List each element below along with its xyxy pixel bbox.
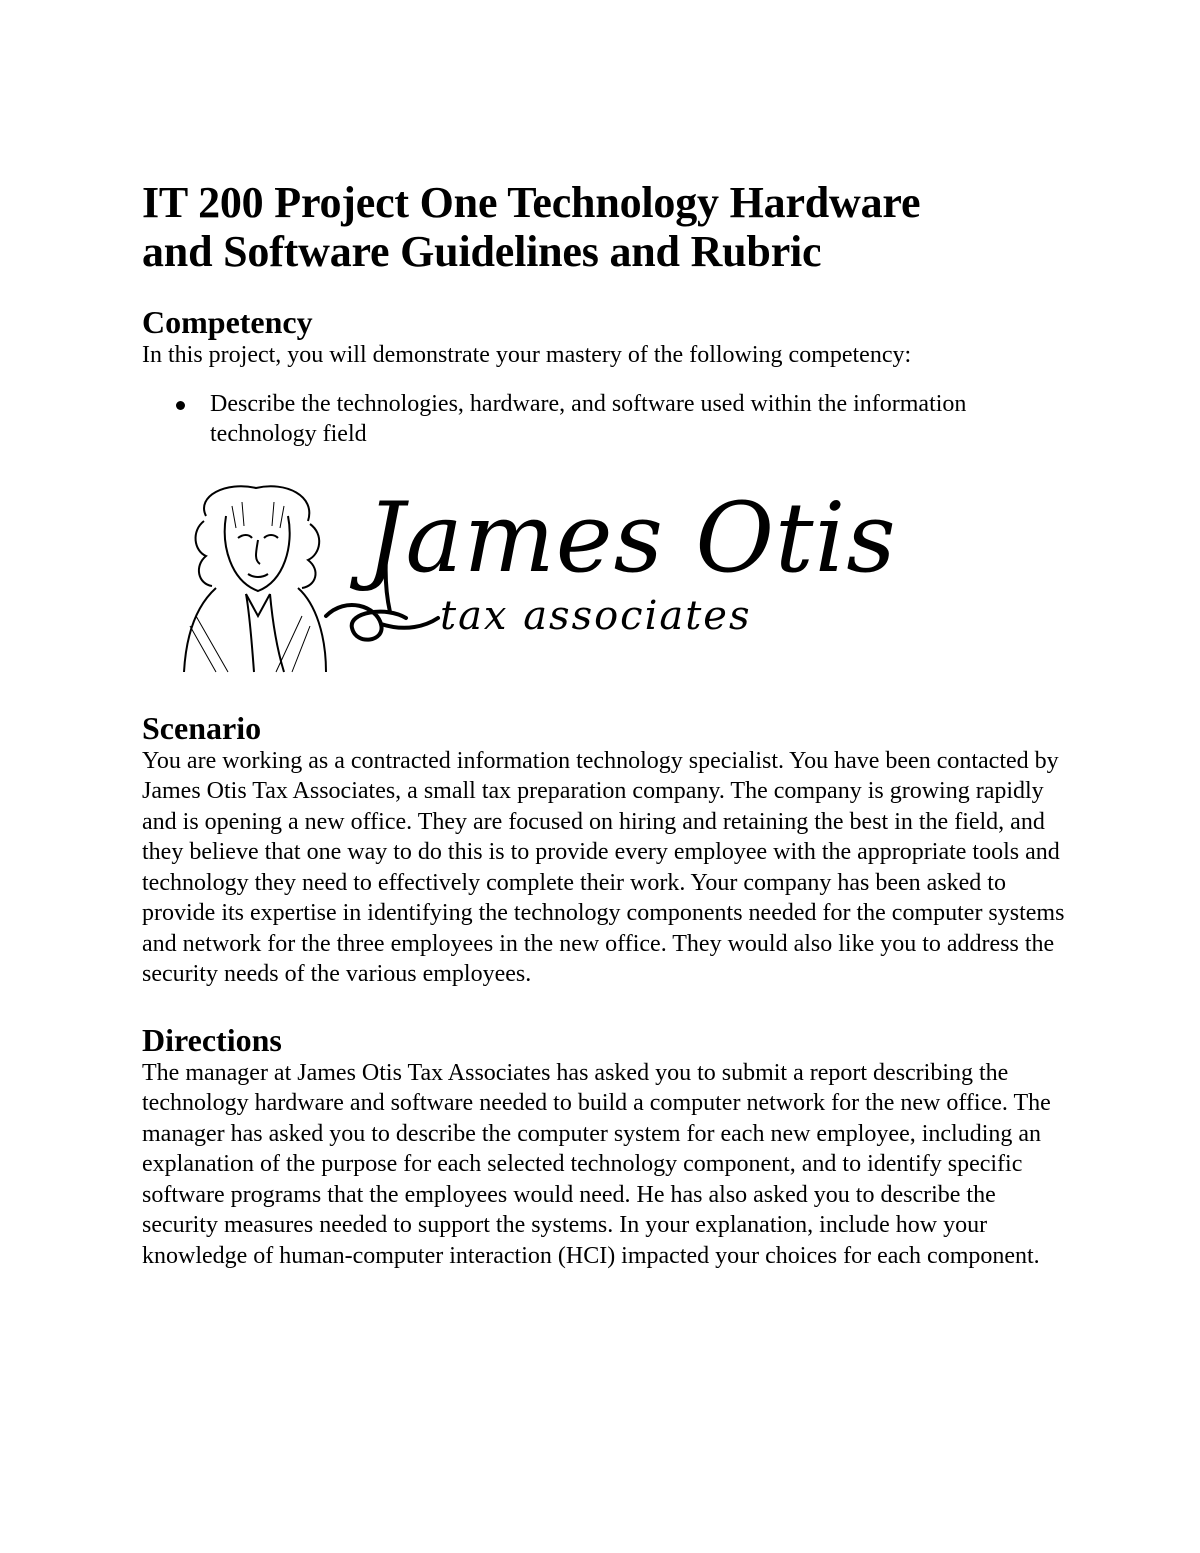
competency-list-item: [210, 389, 1072, 450]
scenario-body: You are working as a contracted information technology specialist. You have been contacted by James Otis Tax Associates, a small tax preparation company. The company is growing rapidly and is opening a new office. They are focused on hiring and retaining the best in the field, and they believe that one way to do this is to provide every employee with the appropriate tools and technology they need to effectively complete their work. Your company has been asked to provide its expertise in identifying the technology components needed for the computer systems and network for the three employees in the new office. They would also like you to address the security needs of the various employees.: [142, 747, 1065, 987]
competency-list: [142, 389, 1072, 450]
logo-tagline-text: tax associates: [440, 592, 752, 639]
competency-intro: In this project, you will demonstrate your mastery of the following competency:: [142, 342, 912, 368]
document-page: [142, 178, 1072, 1271]
bullet-icon: [176, 401, 185, 410]
document-title-line-1: IT 200 Project One Technology Hardware: [142, 178, 921, 227]
document-title-line-2: and Software Guidelines and Rubric: [142, 227, 822, 276]
directions-body: The manager at James Otis Tax Associates has asked you to submit a report describing the technology hardware and software needed to build a computer network for the new office. The manager has asked you to describe the computer system for each new employee, including an explanation of the purpose for each selected technology component, and to identify specific software programs that the employees would need. He has also asked you to describe the security measures needed to support the systems. In your explanation, include how your knowledge of human-computer interaction (HCI) impacted your choices for each component.: [142, 1059, 1051, 1269]
company-logo: [176, 476, 897, 676]
scenario-heading: Scenario: [142, 709, 262, 746]
logo-name-text: James Otis: [366, 481, 897, 594]
competency-heading: Competency: [142, 304, 313, 340]
directions-heading: Directions: [142, 1021, 282, 1058]
document-title: [142, 178, 1072, 276]
competency-item-text: Describe the technologies, hardware, and software used within the information technology field: [210, 390, 967, 447]
